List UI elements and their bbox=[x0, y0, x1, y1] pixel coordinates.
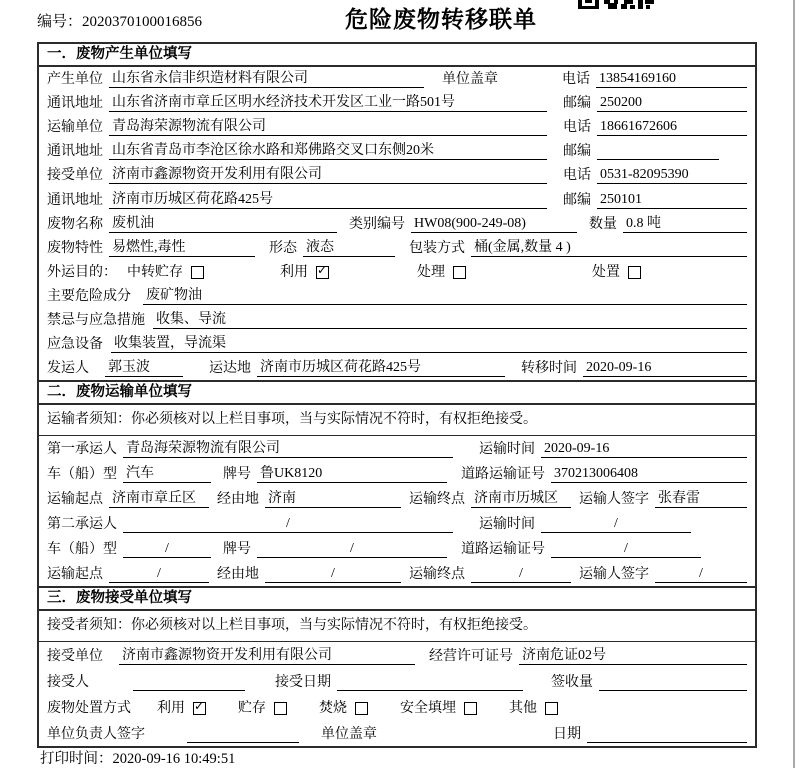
checkbox-group bbox=[157, 700, 206, 717]
field-value: / bbox=[257, 540, 447, 558]
field-value: / bbox=[541, 515, 691, 533]
field-value: 2020-09-16 bbox=[541, 440, 747, 458]
checkbox-empty-icon bbox=[274, 702, 287, 715]
field-value: 济南市鑫源物资开发利用有限公司 bbox=[119, 647, 415, 665]
field-label: 运输终点 bbox=[409, 492, 465, 508]
field-label: 接受单位 bbox=[47, 168, 103, 184]
field-label: 运输人签字 bbox=[579, 567, 649, 583]
form-row bbox=[39, 536, 755, 561]
field-label: 主要危险成分 bbox=[47, 288, 131, 304]
field-label: 产生单位 bbox=[47, 72, 103, 88]
field-label: 牌号 bbox=[223, 467, 251, 483]
field-label: 经营许可证号 bbox=[429, 649, 513, 665]
field-value: / bbox=[109, 565, 209, 583]
form-row bbox=[39, 236, 755, 260]
field-label: 接受人 bbox=[47, 675, 89, 691]
field-value: 250101 bbox=[597, 191, 747, 209]
serial-label: 编号： bbox=[37, 14, 83, 30]
field-value: / bbox=[123, 515, 453, 533]
form-row bbox=[39, 212, 755, 236]
field-label: 电话 bbox=[563, 168, 591, 184]
field-value: HW08(900-249-08) bbox=[411, 215, 577, 233]
page-edge-divider bbox=[793, 0, 795, 768]
field-value: 山东省永信非织造材料有限公司 bbox=[109, 70, 424, 88]
field-value-blank bbox=[587, 726, 747, 743]
form-row bbox=[39, 139, 755, 163]
field-label: 形态 bbox=[269, 240, 297, 256]
field-value: 张春雷 bbox=[655, 490, 747, 508]
checkbox-empty-icon bbox=[453, 266, 466, 279]
field-label: 运输时间 bbox=[479, 517, 535, 533]
form-row bbox=[39, 332, 755, 356]
field-label: 单位盖章 bbox=[321, 727, 377, 743]
checkbox-empty-icon bbox=[355, 702, 368, 715]
field-label: 电话 bbox=[563, 120, 591, 136]
field-value: 济南市鑫源物资开发利用有限公司 bbox=[109, 166, 547, 184]
form-row bbox=[39, 308, 755, 332]
field-value-blank bbox=[187, 726, 299, 743]
field-value: 13854169160 bbox=[596, 70, 747, 88]
field-value: 18661672606 bbox=[597, 118, 747, 136]
serial-value: 2020370100016856 bbox=[82, 14, 203, 30]
field-label: 包装方式 bbox=[409, 240, 465, 256]
checkbox-label: 处置 bbox=[592, 264, 620, 280]
field-label: 日期 bbox=[553, 727, 581, 743]
manifest-form bbox=[37, 42, 757, 748]
field-label: 运达地 bbox=[209, 361, 251, 377]
field-value: 桶(金属,数量 4 ) bbox=[471, 239, 747, 257]
form-row bbox=[39, 67, 755, 91]
field-label: 数量 bbox=[589, 216, 617, 232]
field-label: 废物处置方式 bbox=[47, 701, 131, 717]
form-row bbox=[39, 436, 755, 461]
form-row bbox=[39, 115, 755, 139]
field-label: 外运目的： bbox=[47, 264, 117, 280]
field-value-blank bbox=[597, 143, 719, 160]
field-label: 运输单位 bbox=[47, 120, 103, 136]
field-label: 道路运输证号 bbox=[461, 542, 545, 558]
field-label: 第一承运人 bbox=[47, 442, 117, 458]
checkbox-group bbox=[238, 700, 287, 717]
field-label: 经由地 bbox=[217, 492, 259, 508]
field-value: 郭玉波 bbox=[105, 359, 183, 377]
field-value: 济南危证02号 bbox=[519, 647, 747, 665]
field-label: 发运人 bbox=[47, 361, 89, 377]
checkbox-group bbox=[417, 264, 466, 281]
field-label: 车（船）型 bbox=[47, 467, 117, 483]
form-row bbox=[39, 694, 755, 720]
field-value: / bbox=[655, 565, 747, 583]
qr-code-fragment bbox=[578, 0, 658, 11]
form-row bbox=[39, 91, 755, 115]
checkbox-group bbox=[400, 700, 477, 717]
field-value: 0531-82095390 bbox=[597, 166, 747, 184]
field-value: 收集、导流 bbox=[153, 311, 747, 329]
checkbox-label: 利用 bbox=[157, 701, 185, 717]
form-row bbox=[39, 356, 755, 380]
field-label: 转移时间 bbox=[521, 361, 577, 377]
field-value: 易燃性,毒性 bbox=[109, 239, 255, 257]
field-label: 通讯地址 bbox=[47, 192, 103, 208]
field-label: 邮编 bbox=[563, 192, 591, 208]
section-heading: 一．废物产生单位填写 bbox=[39, 44, 755, 67]
form-row bbox=[39, 668, 755, 694]
form-row bbox=[39, 720, 755, 746]
field-value: 济南市历城区荷花路425号 bbox=[257, 359, 505, 377]
checkbox-label: 其他 bbox=[509, 701, 537, 717]
field-value-blank bbox=[337, 674, 523, 691]
field-value: 青岛海荣源物流有限公司 bbox=[109, 118, 547, 136]
print-time bbox=[40, 747, 235, 768]
field-label: 通讯地址 bbox=[47, 144, 103, 160]
form-row bbox=[39, 260, 755, 284]
checkbox-label: 安全填埋 bbox=[400, 701, 456, 717]
field-label: 运输时间 bbox=[479, 442, 535, 458]
field-label: 单位负责人签字 bbox=[47, 727, 145, 743]
field-value: / bbox=[123, 540, 211, 558]
field-label: 应急设备 bbox=[47, 337, 103, 353]
field-value: / bbox=[551, 540, 701, 558]
form-row bbox=[39, 284, 755, 308]
field-value: 鲁UK8120 bbox=[257, 465, 447, 483]
field-label: 经由地 bbox=[217, 567, 259, 583]
form-row bbox=[39, 461, 755, 486]
checkbox-group bbox=[127, 264, 204, 281]
field-label: 电话 bbox=[562, 72, 590, 88]
checkbox-empty-icon bbox=[628, 266, 641, 279]
field-value: 收集装置，导流渠 bbox=[111, 335, 747, 353]
field-label: 道路运输证号 bbox=[461, 467, 545, 483]
checkbox-empty-icon bbox=[191, 266, 204, 279]
form-row bbox=[39, 187, 755, 211]
section-heading: 二．废物运输单位填写 bbox=[39, 380, 755, 405]
field-value: 废矿物油 bbox=[143, 287, 747, 305]
form-row bbox=[39, 561, 755, 586]
checkbox-group bbox=[280, 264, 329, 281]
checkbox-label: 贮存 bbox=[238, 701, 266, 717]
field-label: 运输人签字 bbox=[579, 492, 649, 508]
field-label: 运输终点 bbox=[409, 567, 465, 583]
checkbox-group bbox=[319, 700, 368, 717]
form-row bbox=[39, 163, 755, 187]
field-label: 单位盖章 bbox=[442, 72, 498, 88]
field-value: 2020-09-16 bbox=[583, 359, 747, 377]
field-label: 接受日期 bbox=[275, 675, 331, 691]
print-time-value: 2020-09-16 10:49:51 bbox=[112, 751, 236, 767]
form-row bbox=[39, 642, 755, 668]
field-value: 济南市历城区 bbox=[471, 490, 571, 508]
field-value: 液态 bbox=[303, 239, 395, 257]
field-label: 废物特性 bbox=[47, 240, 103, 256]
field-value: 0.8 吨 bbox=[623, 215, 747, 233]
field-value: 山东省青岛市李沧区徐水路和郑佛路交叉口东侧20米 bbox=[109, 142, 547, 160]
field-label: 签收量 bbox=[551, 675, 593, 691]
field-label: 牌号 bbox=[223, 542, 251, 558]
form-row bbox=[39, 486, 755, 511]
field-value: / bbox=[265, 565, 401, 583]
checkbox-checked-icon bbox=[193, 702, 206, 715]
field-label: 第二承运人 bbox=[47, 517, 117, 533]
field-label: 接受单位 bbox=[47, 649, 103, 665]
checkbox-empty-icon bbox=[464, 702, 477, 715]
checkbox-label: 处理 bbox=[417, 264, 445, 280]
field-value-blank bbox=[599, 674, 747, 691]
field-value-blank bbox=[133, 674, 245, 691]
field-label: 类别编号 bbox=[349, 216, 405, 232]
field-value: 废机油 bbox=[109, 215, 337, 233]
print-time-label: 打印时间： bbox=[40, 751, 113, 767]
checkbox-empty-icon bbox=[545, 702, 558, 715]
checkbox-label: 利用 bbox=[280, 264, 308, 280]
field-value: 济南 bbox=[265, 490, 401, 508]
checkbox-checked-icon bbox=[316, 266, 329, 279]
field-label: 禁忌与应急措施 bbox=[47, 313, 145, 329]
checkbox-group bbox=[509, 700, 558, 717]
field-value: 济南市章丘区 bbox=[109, 490, 209, 508]
checkbox-label: 焚烧 bbox=[319, 701, 347, 717]
page-title: 危险废物转移联单 bbox=[345, 6, 537, 32]
field-label: 运输起点 bbox=[47, 492, 103, 508]
form-row bbox=[39, 511, 755, 536]
field-value: 370213006408 bbox=[551, 465, 747, 483]
field-value: 山东省济南市章丘区明水经济技术开发区工业一路501号 bbox=[109, 94, 547, 112]
field-label: 邮编 bbox=[563, 144, 591, 160]
field-label: 通讯地址 bbox=[47, 96, 103, 112]
section-note: 接受者须知：你必须核对以上栏目事项，当与实际情况不符时，有权拒绝接受。 bbox=[39, 611, 755, 642]
field-label: 车（船）型 bbox=[47, 542, 117, 558]
field-label: 运输起点 bbox=[47, 567, 103, 583]
field-value: 济南市历城区荷花路425号 bbox=[109, 191, 547, 209]
checkbox-label: 中转贮存 bbox=[127, 264, 183, 280]
section-note: 运输者须知：你必须核对以上栏目事项，当与实际情况不符时，有权拒绝接受。 bbox=[39, 405, 755, 436]
checkbox-group bbox=[592, 264, 641, 281]
field-value: / bbox=[471, 565, 571, 583]
field-label: 废物名称 bbox=[47, 216, 103, 232]
field-value: 250200 bbox=[597, 94, 747, 112]
field-value: 汽车 bbox=[123, 465, 211, 483]
field-label: 邮编 bbox=[563, 96, 591, 112]
section-heading: 三．废物接受单位填写 bbox=[39, 586, 755, 611]
field-value: 青岛海荣源物流有限公司 bbox=[123, 440, 453, 458]
